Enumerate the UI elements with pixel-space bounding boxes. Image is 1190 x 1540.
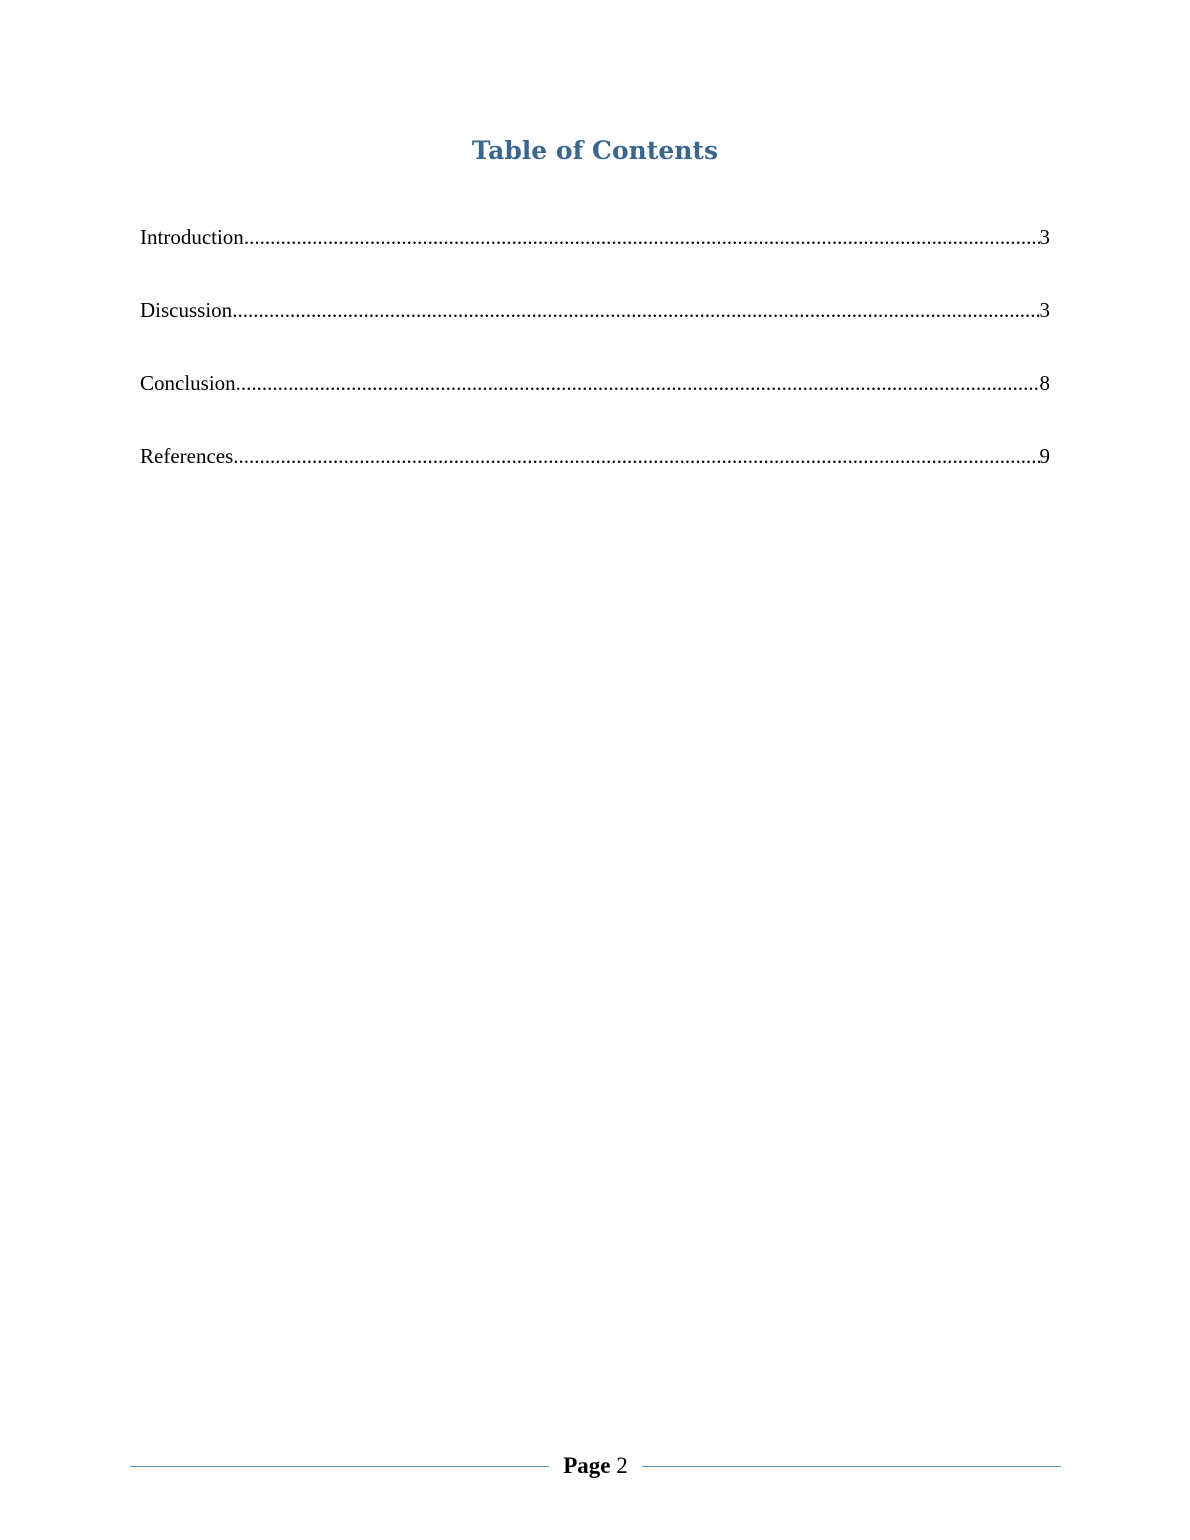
toc-dot-leader [236,368,1040,398]
toc-title: Table of Contents [471,136,719,165]
footer-rule-right [642,1466,1061,1467]
page-footer [130,1450,1061,1482]
toc-entry-introduction[interactable] [140,222,1050,295]
toc-entry-page-number: 9 [1039,444,1050,468]
footer-page-indicator [549,1450,642,1482]
toc-dot-leader [244,222,1040,252]
toc-dot-leader [232,295,1039,325]
footer-page-number: 2 [616,1453,628,1478]
toc-entry-references[interactable] [140,441,1050,514]
toc-list [140,222,1050,514]
toc-entry-page-number: 8 [1039,371,1050,395]
toc-entry-page-number: 3 [1039,298,1050,322]
footer-rule-left [130,1466,549,1467]
toc-entry-conclusion[interactable] [140,368,1050,441]
toc-entry-page-number: 3 [1039,225,1050,249]
toc-entry-label: Discussion [140,298,233,322]
toc-entry-label: References [140,444,234,468]
toc-dot-leader [233,441,1039,471]
footer-page-label: Page [563,1453,611,1478]
toc-entry-label: Introduction [140,225,244,249]
toc-entry-discussion[interactable] [140,295,1050,368]
toc-entry-label: Conclusion [140,371,236,395]
